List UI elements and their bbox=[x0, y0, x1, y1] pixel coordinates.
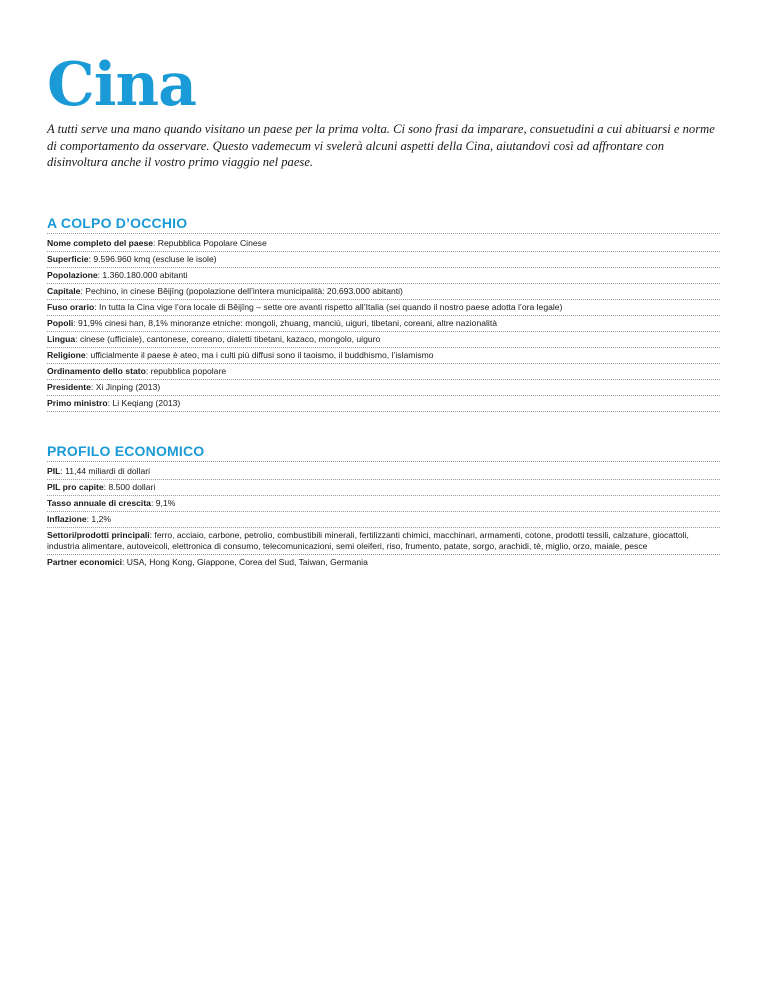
fact-value: : 9,1% bbox=[150, 498, 176, 508]
fact-value: : Pechino, in cinese Běijīng (popolazione dell’intera municipalità: 20.693.000 abitanti) bbox=[80, 286, 403, 296]
fact-label: Superficie bbox=[47, 254, 89, 264]
fact-label: Inflazione bbox=[47, 514, 87, 524]
fact-row-prime-minister bbox=[47, 396, 720, 412]
fact-label: Primo ministro bbox=[47, 398, 108, 408]
fact-value: : 11,44 miliardi di dollari bbox=[60, 466, 151, 476]
fact-label: Ordinamento dello stato bbox=[47, 366, 146, 376]
fact-label: Popolazione bbox=[47, 270, 98, 280]
fact-label: Fuso orario bbox=[47, 302, 95, 312]
fact-row-capital bbox=[47, 284, 720, 300]
fact-value: : ferro, acciaio, carbone, petrolio, combustibili minerali, fertilizzanti chimici, macchinari, armamenti, cotone, prodotti tessili, calzature, giocattoli, industria alimentare, autoveicoli, elettronica di consumo, telecomunicazioni, semi oleiferi, riso, frumento, patate, sorgo, arachidi, tè, miglio, orzo, maiale, pesce bbox=[47, 530, 689, 551]
fact-row-inflation bbox=[47, 512, 720, 528]
glance-list bbox=[47, 236, 720, 412]
fact-row-full-name bbox=[47, 236, 720, 252]
fact-row-time-zone bbox=[47, 300, 720, 316]
fact-label: Presidente bbox=[47, 382, 91, 392]
fact-value: : 1.360.180.000 abitanti bbox=[97, 270, 188, 280]
fact-label: Capitale bbox=[47, 286, 81, 296]
fact-row-peoples bbox=[47, 316, 720, 332]
fact-value: : 91,9% cinesi han, 8,1% minoranze etniche: mongoli, zhuang, manciù, uiguri, tibetani, coreani, altre nazionalità bbox=[73, 318, 497, 328]
fact-label: Partner economici bbox=[47, 557, 122, 567]
fact-row-president bbox=[47, 380, 720, 396]
fact-row-language bbox=[47, 332, 720, 348]
fact-row-partners bbox=[47, 555, 720, 570]
page-title: Cina bbox=[47, 50, 197, 120]
fact-row-religion bbox=[47, 348, 720, 364]
intro-paragraph: A tutti serve una mano quando visitano un paese per la prima volta. Ci sono frasi da imparare, consuetudini a cui abituarsi e norme di comportamento da osservare. Questo vademecum vi svelerà alcuni aspetti della Cina, aiutandovi così ad affrontare con disinvoltura anche il vostro primo viaggio nel paese. bbox=[47, 122, 715, 169]
fact-value: : Repubblica Popolare Cinese bbox=[153, 238, 267, 248]
fact-label: Tasso annuale di crescita bbox=[47, 498, 151, 508]
glance-heading: A COLPO D’OCCHIO bbox=[47, 215, 720, 234]
fact-value: : Xi Jinping (2013) bbox=[90, 382, 161, 392]
fact-label: Religione bbox=[47, 350, 86, 360]
fact-label: Lingua bbox=[47, 334, 76, 344]
economy-list bbox=[47, 464, 720, 570]
fact-value: : USA, Hong Kong, Giappone, Corea del Sud, Taiwan, Germania bbox=[121, 557, 368, 567]
fact-label: PIL pro capite bbox=[47, 482, 104, 492]
fact-row-area bbox=[47, 252, 720, 268]
fact-row-gdp-per-capita bbox=[47, 480, 720, 496]
fact-value: : Li Keqiang (2013) bbox=[107, 398, 181, 408]
economy-heading: PROFILO ECONOMICO bbox=[47, 443, 720, 462]
fact-label: Nome completo del paese bbox=[47, 238, 154, 248]
glance-section bbox=[47, 215, 720, 412]
fact-label: Settori/prodotti principali bbox=[47, 530, 150, 540]
fact-value: : 1,2% bbox=[86, 514, 112, 524]
fact-row-growth-rate bbox=[47, 496, 720, 512]
fact-row-government bbox=[47, 364, 720, 380]
fact-label: Popoli bbox=[47, 318, 74, 328]
fact-label: PIL bbox=[47, 466, 61, 476]
fact-value: : repubblica popolare bbox=[145, 366, 227, 376]
fact-value: : 9.596.960 kmq (escluse le isole) bbox=[88, 254, 217, 264]
fact-row-gdp bbox=[47, 464, 720, 480]
fact-row-population bbox=[47, 268, 720, 284]
fact-value: : 8.500 dollari bbox=[103, 482, 156, 492]
fact-value: : In tutta la Cina vige l’ora locale di Běijīng – sette ore avanti rispetto all’Italia (sei quando il nostro paese adotta l’ora legale) bbox=[94, 302, 563, 312]
fact-value: : ufficialmente il paese è ateo, ma i culti più diffusi sono il taoismo, il buddhismo, l’islamismo bbox=[85, 350, 434, 360]
economy-section bbox=[47, 443, 720, 570]
fact-row-sectors bbox=[47, 528, 720, 555]
fact-value: : cinese (ufficiale), cantonese, coreano, dialetti tibetani, kazaco, mongolo, uiguro bbox=[75, 334, 381, 344]
